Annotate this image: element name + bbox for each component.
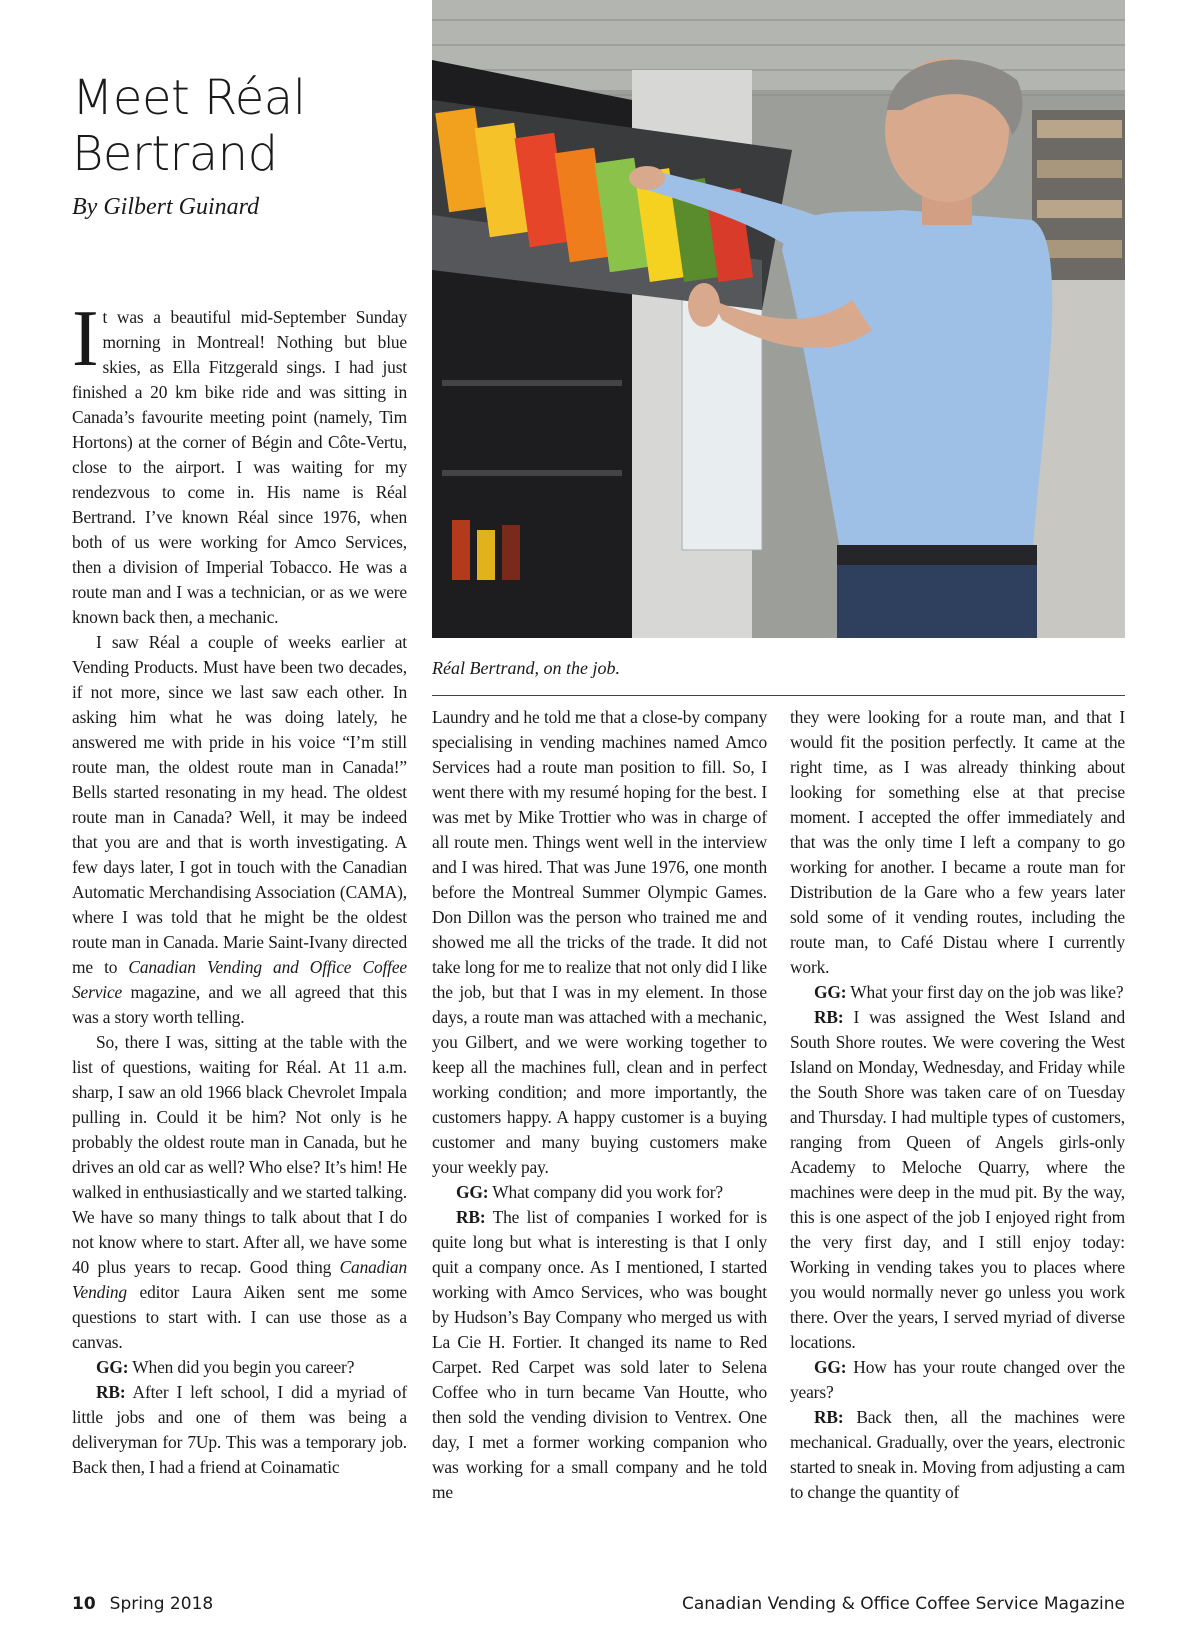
paragraph-text: So, there I was, sitting at the table with the list of questions, waiting for Réal. At 11 a.m. sharp, I saw an old 1966 black Chevrolet Impala pulling in. Could it be him? Not only is he probably the oldest route man in Canada, but he drives an old car as well? Who else? It’s him! He walked in enthusiastically and we started talking. We have so many things to talk about that I do not know where to start. After all, we have some 40 plus years to recap. Good thing [72, 1032, 407, 1277]
question-text: When did you begin you career? [128, 1357, 355, 1377]
magazine-name: Canadian Vending [72, 1257, 407, 1302]
answer [790, 1405, 1125, 1505]
photo-caption: Réal Bertrand, on the job. [432, 658, 620, 678]
answer [72, 1380, 407, 1480]
answer-text: After I left school, I did a myriad of little jobs and one of them was being a deliveryman for 7Up. This was a temporary job. Back then, I had a friend at Coinamatic [72, 1382, 407, 1477]
paragraph-text: magazine, and we all agreed that this was a story worth telling. [72, 982, 407, 1027]
paragraph-text: t was a beautiful mid-September Sunday morning in Montreal! Nothing but blue skies, as Ella Fitzgerald sings. I had just finished a 20 km bike ride and was sitting in Canada’s favourite meeting point (namely, Tim Hortons) at the corner of Bégin and Côte-Vertu, close to the airport. I was waiting for my rendezvous to come in. His name is Réal Bertrand. I’ve known Réal since 1976, when both of us were working for Amco Services, then a division of Imperial Tobacco. He was a route man and I was a technician, or as we were known back then, a mechanic. [72, 307, 407, 627]
question-text: How has your route changed over the years? [790, 1357, 1125, 1402]
question [432, 1180, 767, 1205]
answer-text: The list of companies I worked for is quite long but what is interesting is that I only quit a company once. As I mentioned, I started working with Amco Services, who was bought by Hudson’s Bay Company who merged us with La Cie H. Fortier. It changed its name to Red Carpet. Red Carpet was sold later to Selena Coffee who in turn became Van Houtte, who then sold the vending division to Ventrex. One day, I met a former working companion who was working for a small company and he told me [432, 1207, 767, 1502]
caption-divider [432, 695, 1125, 696]
speaker-label: RB: [814, 1407, 844, 1427]
speaker-label: GG: [456, 1182, 489, 1202]
paragraph-text: I saw Réal a couple of weeks earlier at Vending Products. Must have been two decades, if not more, since we last saw each other. In asking him what he was doing lately, he answered me with pride in his voice “I’m still route man, the oldest route man in Canada!” Bells started resonating in my head. The oldest route man in Canada? Well, it may be indeed that you are and that is worth investigating. A few days later, I got in touch with the Canadian Automatic Merchandising Association (CAMA), where I was told that he might be the oldest route man in Canada. Marie Saint-Ivany directed me to [72, 632, 407, 977]
column-1 [72, 295, 407, 1480]
column-2 [432, 705, 767, 1505]
question [790, 980, 1125, 1005]
speaker-label: GG: [814, 982, 847, 1002]
article-title: Meet Réal Bertrand [72, 70, 306, 182]
answer-text: I was assigned the West Island and South Shore routes. We were covering the West Island on Monday, Wednesday, and Friday while the South Shore was taken care of on Tuesday and Thursday. I had multiple types of customers, ranging from Queen of Angels girls-only Academy to Meloche Quarry, where the machines were deep in the mud pit. By the way, this is one aspect of the job I enjoyed right from the very first day, and I still enjoy today: Working in vending takes you to places where you would normally never go unless you work there. Over the years, I served myriad of diverse locations. [790, 1007, 1125, 1352]
speaker-label: RB: [96, 1382, 126, 1402]
magazine-name-footer: Canadian Vending & Office Coffee Service Magazine [681, 1594, 1125, 1614]
paragraph-text: editor Laura Aiken sent me some questions to start with. I can use those as a canvas. [72, 1282, 407, 1352]
paragraph: they were looking for a route man, and that I would fit the position perfectly. It came at the right time, as I was already thinking about looking for something else at that precise moment. I accepted the offer immediately and that was the only time I left a company to go working for another. I became a route man for Distribution de la Gare who a few years later sold some of it vending routes, including the route man, to Café Distau where I currently work. [790, 707, 1125, 977]
footer-left [72, 1594, 213, 1614]
paragraph [72, 295, 407, 630]
byline: By Gilbert Guinard [72, 194, 260, 220]
speaker-label: GG: [814, 1357, 847, 1377]
speaker-label: GG: [96, 1357, 129, 1377]
column-3 [790, 705, 1125, 1505]
answer [790, 1005, 1125, 1355]
question [72, 1355, 407, 1380]
question-text: What company did you work for? [488, 1182, 723, 1202]
paragraph [72, 1030, 407, 1355]
speaker-label: RB: [814, 1007, 844, 1027]
speaker-label: RB: [456, 1207, 486, 1227]
issue-label: Spring 2018 [109, 1594, 214, 1614]
page-number: 10 [72, 1594, 96, 1614]
article-photo [432, 0, 1125, 638]
question [790, 1355, 1125, 1405]
answer [432, 1205, 767, 1505]
paragraph [72, 630, 407, 1030]
answer-text: Back then, all the machines were mechanical. Gradually, over the years, electronic started to sneak in. Moving from adjusting a cam to change the quantity of [790, 1407, 1125, 1502]
drop-cap: I [72, 295, 99, 383]
magazine-name: Canadian Vending and Office Coffee Service [72, 957, 407, 1002]
question-text: What your first day on the job was like? [846, 982, 1124, 1002]
paragraph: Laundry and he told me that a close-by company specialising in vending machines named Amco Services had a route man position to fill. So, I went there with my resumé hoping for the best. I was met by Mike Trottier who was in charge of all route men. Things went well in the interview and I was hired. That was June 1976, one month before the Montreal Summer Olympic Games. Don Dillon was the person who trained me and showed me all the tricks of the trade. It did not take long for me to realize that not only did I like the job, but that I was in my element. In those days, a route man was attached with a mechanic, you Gilbert, and we were working together to keep all the machines full, clean and in perfect working condition; and more importantly, the customers happy. A happy customer is a buying customer and many buying customers make your weekly pay. [432, 707, 767, 1177]
